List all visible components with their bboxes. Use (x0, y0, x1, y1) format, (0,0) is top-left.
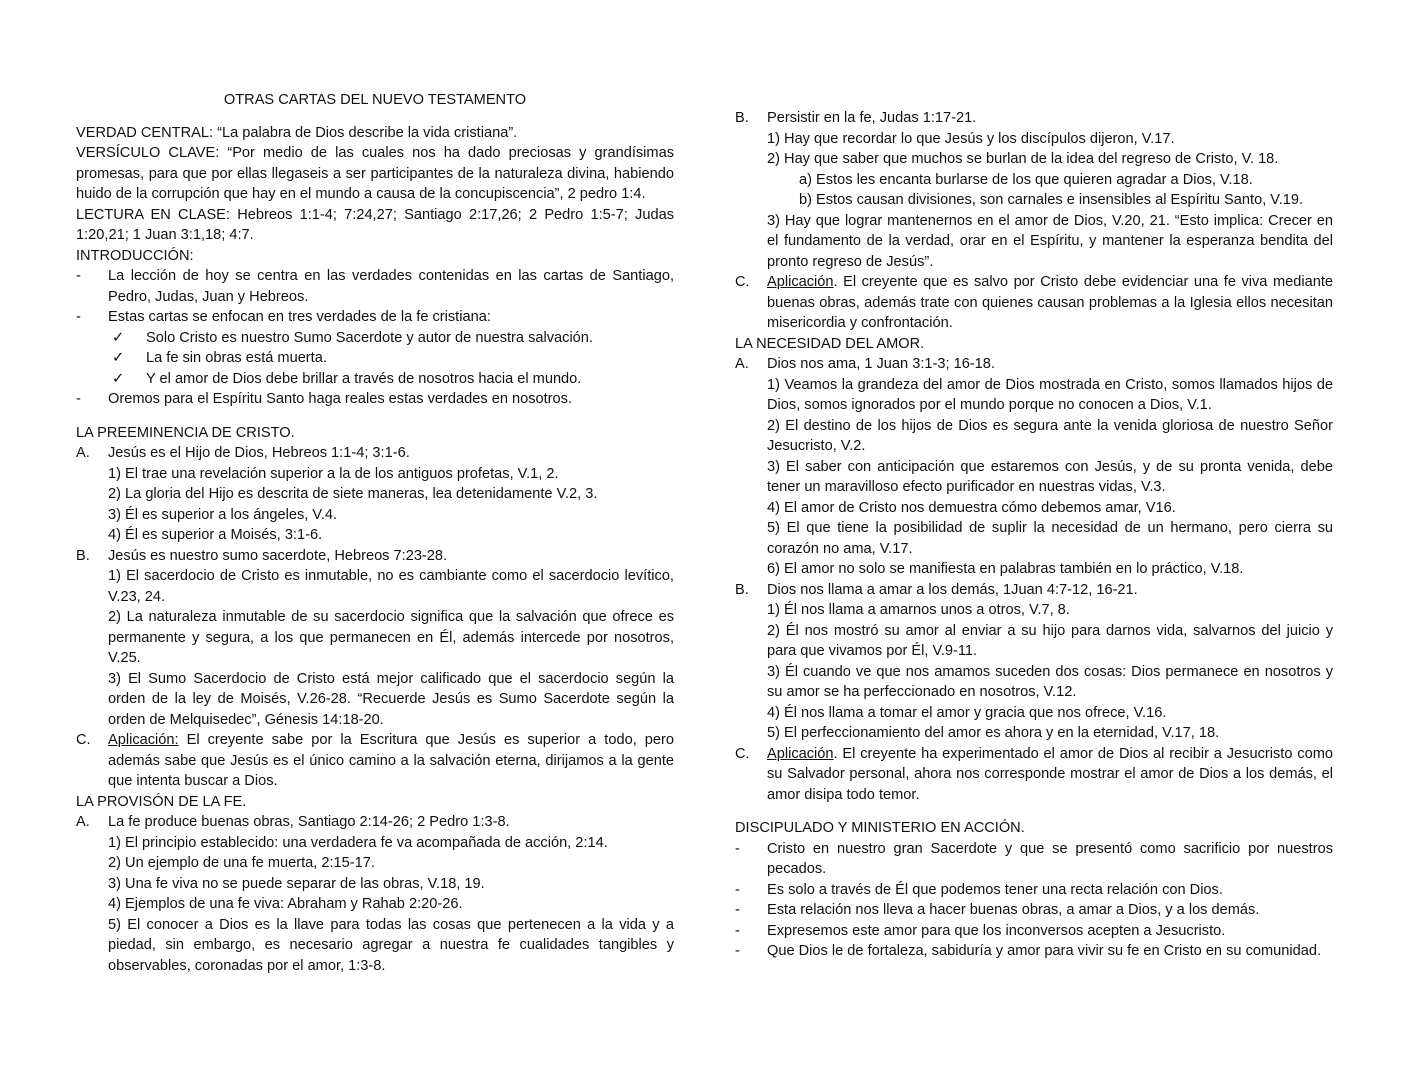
intro-item-text: Estas cartas se enfocan en tres verdades de la fe cristiana: (108, 309, 491, 325)
section-heading: LA PROVISÓN DE LA FE. (76, 793, 247, 810)
left-column (76, 90, 674, 976)
intro-item (76, 389, 674, 410)
checklist-item-text: La fe sin obras está muerta. (146, 350, 327, 366)
outline-marker: C. (76, 732, 91, 748)
action-item (735, 921, 1333, 942)
outline-marker: B. (735, 581, 749, 598)
outline-item-b (76, 546, 674, 567)
action-item (735, 941, 1333, 962)
outline-marker: B. (735, 110, 749, 126)
sub-item: 4) Él nos llama a tomar el amor y gracia que nos ofrece, V.16. (767, 704, 1167, 721)
application-label: Aplicación: (108, 732, 179, 748)
checklist-item (76, 328, 674, 349)
sub-item: 2) Hay que saber que muchos se burlan de la idea del regreso de Cristo, V. 18. (767, 151, 1279, 167)
outline-text: Jesús es nuestro sumo sacerdote, Hebreos 7:23-28. (108, 547, 448, 564)
outline-marker: A. (735, 356, 749, 372)
action-item-text: Que Dios le de fortaleza, sabiduría y amor para vivir su fe en Cristo en su comunidad. (767, 943, 1322, 959)
intro-item-text: La lección de hoy se centra en las verdades contenidas en las cartas de Santiago, Pedro, Judas, Juan y Hebreos. (108, 268, 674, 305)
checklist-item (76, 348, 674, 369)
outline-text: Jesús es el Hijo de Dios, Hebreos 1:1-4; 3:1-6. (108, 445, 410, 461)
outline-marker: A. (76, 445, 90, 461)
application-text: . El creyente que es salvo por Cristo debe evidenciar una fe viva mediante buenas obras, además trate con quienes causan problemas a la Iglesia ellos necesitan misericordia y confrontación. (767, 274, 1333, 331)
dash-marker: - (76, 391, 81, 407)
section-heading: LA PREEMINENCIA DE CRISTO. (76, 424, 295, 441)
lectura-en-clase: LECTURA EN CLASE: Hebreos 1:1-4; 7:24,27; Santiago 2:17,26; 2 Pedro 1:5-7; Judas 1:20,21; 1 Juan 3:1,18; 4:7. (76, 206, 674, 243)
application-label: Aplicación (767, 745, 834, 762)
verdad-central: VERDAD CENTRAL: “La palabra de Dios describe la vida cristiana”. (76, 124, 518, 141)
intro-item (76, 307, 674, 328)
page-title: OTRAS CARTAS DEL NUEVO TESTAMENTO (223, 92, 527, 108)
sub-item: 5) El que tiene la posibilidad de suplir la necesidad de un hermano, pero cierra su corazón no ama, V.17. (767, 520, 1333, 557)
application-item (735, 744, 1333, 806)
dash-marker: - (76, 309, 81, 325)
checklist-item-text: Y el amor de Dios debe brillar a través de nosotros hacia el mundo. (146, 370, 582, 387)
right-column (735, 108, 1333, 962)
sub-item: 3) Una fe viva no se puede separar de las obras, V.18, 19. (108, 875, 485, 892)
action-item-text: Es solo a través de Él que podemos tener una recta relación con Dios. (767, 881, 1223, 898)
sub-item: 2) Él nos mostró su amor al enviar a su hijo para darnos vida, salvarnos del juicio y para que vivamos por Él, V.9-11. (767, 622, 1333, 659)
intro-item-text: Oremos para el Espíritu Santo haga reales estas verdades en nosotros. (108, 391, 573, 407)
outline-item-b (735, 108, 1333, 129)
dash-marker: - (735, 840, 740, 857)
sub-item: 3) El Sumo Sacerdocio de Cristo está mejor calificado que el sacerdocio según la orden de la ley de Moisés, V.26-28. “Recuerde Jesús es Sumo Sacerdote según la orden de Melquisedec”, Génesis 14:18-20. (108, 670, 674, 728)
action-item (735, 880, 1333, 901)
sub-item: 2) El destino de los hijos de Dios es segura ante la venida gloriosa de nuestro Señor Jesucristo, V.2. (767, 417, 1333, 454)
sub-item: 2) Un ejemplo de una fe muerta, 2:15-17. (108, 855, 375, 871)
sub-item: 2) La naturaleza inmutable de su sacerdocio significa que la salvación que ofrece es permanente y segura, a los que permanecen en Él, además intercede por nosotros, V.25. (108, 609, 674, 666)
sub-item: 3) Él cuando ve que nos amamos suceden dos cosas: Dios permanece en nosotros y su amor se ha perfeccionado en nosotros, V.12. (767, 663, 1333, 700)
application-label: Aplicación (767, 274, 834, 290)
sub-item: 1) El trae una revelación superior a la de los antiguos profetas, V.1, 2. (108, 465, 559, 482)
action-item-text: Expresemos este amor para que los inconversos acepten a Jesucristo. (767, 922, 1226, 939)
sub-item: 4) El amor de Cristo nos demuestra cómo debemos amar, V16. (767, 499, 1176, 516)
sub-sub-item: b) Estos causan divisiones, son carnales e insensibles al Espíritu Santo, V.19. (799, 192, 1304, 208)
sub-item: 6) El amor no solo se manifiesta en palabras también en lo práctico, V.18. (767, 561, 1244, 577)
application-item (76, 730, 674, 792)
sub-item: 5) El conocer a Dios es la llave para todas las cosas que pertenecen a la vida y a piedad, sin embargo, es necesario agregar a nuestra fe cualidades tangibles y observables, coronadas por el amor, 1:3-8. (108, 916, 674, 974)
sub-item: 4) Ejemplos de una fe viva: Abraham y Rahab 2:20-26. (108, 896, 463, 912)
sub-item: 1) Hay que recordar lo que Jesús y los discípulos dijeron, V.17. (767, 130, 1175, 147)
dash-marker: - (76, 268, 81, 284)
versiculo-clave: VERSÍCULO CLAVE: “Por medio de las cuales nos ha dado preciosas y grandísimas promesas, para que por ellas llegaseis a ser participantes de la naturaleza divina, habiendo huido de la corrupción que hay en el mundo a causa de la concupiscencia”, 2 pedro 1:4. (76, 145, 674, 202)
outline-text: Persistir en la fe, Judas 1:17-21. (767, 110, 977, 126)
outline-text: Dios nos ama, 1 Juan 3:1-3; 16-18. (767, 356, 995, 372)
outline-marker: B. (76, 547, 90, 564)
dash-marker: - (735, 922, 740, 939)
sub-item: 1) Veamos la grandeza del amor de Dios mostrada en Cristo, somos llamados hijos de Dios, somos ignorados por el mundo porque no conocen a Dios, V.1. (767, 376, 1333, 413)
outline-text: Dios nos llama a amar a los demás, 1Juan 4:7-12, 16-21. (767, 581, 1138, 598)
outline-item-a (735, 354, 1333, 375)
intro-item (76, 266, 674, 307)
sub-item: 1) Él nos llama a amarnos unos a otros, V.7, 8. (767, 602, 1070, 618)
sub-item: 3) Hay que lograr mantenernos en el amor de Dios, V.20, 21. “Esto implica: Crecer en el fundamento de la verdad, orar en el Espíritu, y mantener la esperanza bendita del pronto regreso de Jesús”. (767, 212, 1333, 270)
sub-item: 3) El saber con anticipación que estaremos con Jesús, y de su pronta venida, debe tener un maravilloso efecto purificador en nuestras vidas, V.3. (767, 458, 1333, 495)
application-text: . El creyente ha experimentado el amor de Dios al recibir a Jesucristo como su Salvador personal, ahora nos corresponde mostrar el amor de Dios a los demás, el amor disipa todo temor. (767, 745, 1333, 803)
outline-item-a (76, 443, 674, 464)
outline-item-a (76, 812, 674, 833)
section-heading: LA NECESIDAD DEL AMOR. (735, 335, 925, 352)
action-item-text: Esta relación nos lleva a hacer buenas obras, a amar a Dios, y a los demás. (767, 902, 1260, 918)
sub-item: 3) Él es superior a los ángeles, V.4. (108, 506, 338, 523)
checklist-item (76, 369, 674, 390)
outline-marker: C. (735, 274, 750, 290)
dash-marker: - (735, 902, 740, 918)
action-item-text: Cristo en nuestro gran Sacerdote y que se presentó como sacrificio por nuestros pecados. (767, 840, 1333, 877)
checkmark-icon: ✓ (112, 329, 125, 346)
sub-item: 5) El perfeccionamiento del amor es ahora y en la eternidad, V.17, 18. (767, 725, 1220, 741)
checkmark-icon: ✓ (112, 370, 125, 387)
checklist-item-text: Solo Cristo es nuestro Sumo Sacerdote y autor de nuestra salvación. (146, 329, 593, 346)
outline-item-b (735, 580, 1333, 601)
application-text: El creyente sabe por la Escritura que Jesús es superior a todo, pero además sabe que Jesús es el único camino a la salvación eterna, dirijamos a la gente que intenta buscar a Dios. (108, 732, 674, 789)
sub-item: 1) El principio establecido: una verdadera fe va acompañada de acción, 2:14. (108, 834, 608, 851)
sub-item: 4) Él es superior a Moisés, 3:1-6. (108, 527, 323, 543)
section-heading: DISCIPULADO Y MINISTERIO EN ACCIÓN. (735, 820, 1025, 836)
sub-item: 1) El sacerdocio de Cristo es inmutable, no es cambiante como el sacerdocio levítico, V.23, 24. (108, 568, 674, 605)
outline-text: La fe produce buenas obras, Santiago 2:14-26; 2 Pedro 1:3-8. (108, 814, 510, 830)
action-item (735, 839, 1333, 880)
dash-marker: - (735, 881, 740, 898)
action-item (735, 900, 1333, 921)
outline-marker: A. (76, 814, 90, 830)
intro-heading: INTRODUCCIÓN: (76, 247, 194, 264)
dash-marker: - (735, 943, 740, 959)
sub-sub-item: a) Estos les encanta burlarse de los que quieren agradar a Dios, V.18. (799, 171, 1253, 188)
sub-item: 2) La gloria del Hijo es descrita de siete maneras, lea detenidamente V.2, 3. (108, 486, 598, 502)
outline-marker: C. (735, 745, 750, 762)
application-item (735, 272, 1333, 334)
checkmark-icon: ✓ (112, 350, 125, 366)
